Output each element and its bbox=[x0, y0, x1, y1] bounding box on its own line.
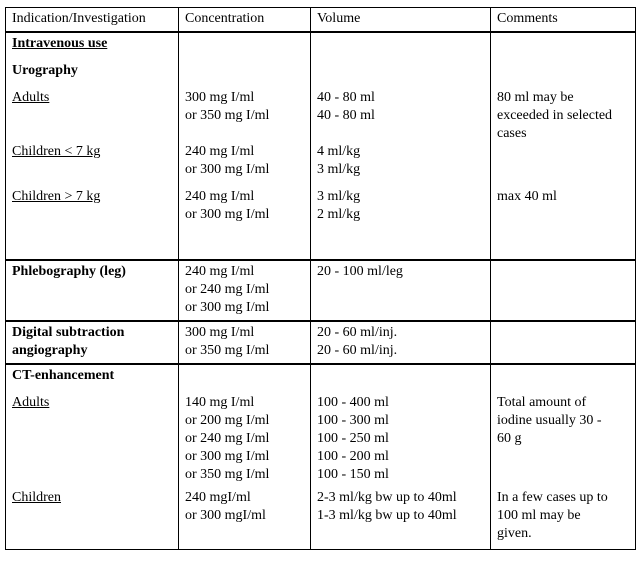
phlebography-conc-3: or 300 mg I/ml bbox=[185, 300, 270, 315]
phlebography-label: Phlebography (leg) bbox=[6, 260, 179, 321]
cell-ct-adults-volume bbox=[311, 364, 491, 487]
ct-adults-conc-1: 140 mg I/ml bbox=[185, 395, 255, 410]
ct-adults-label: Adults bbox=[12, 395, 50, 410]
urography-children-lt7-label: Children < 7 kg bbox=[12, 144, 101, 159]
cell-ct-children-concentration bbox=[179, 487, 311, 549]
urography-children-lt7-conc-1: 240 mg I/ml bbox=[185, 144, 255, 159]
dosage-document bbox=[5, 7, 636, 550]
dsa-label-2: angiography bbox=[12, 343, 88, 358]
dosage-table bbox=[5, 7, 636, 550]
phlebography-conc-2: or 240 mg I/ml bbox=[185, 282, 270, 297]
urography-children-gt7-vol-2: 2 ml/kg bbox=[317, 207, 361, 222]
ct-children-comment-2: 100 ml may be bbox=[497, 508, 581, 523]
header-volume: Volume bbox=[311, 8, 491, 33]
urography-adults-label: Adults bbox=[12, 90, 50, 105]
urography-children-gt7-conc-1: 240 mg I/ml bbox=[185, 189, 255, 204]
urography-children-lt7-vol-2: 3 ml/kg bbox=[317, 162, 361, 177]
phlebography-volume: 20 - 100 ml/leg bbox=[311, 260, 491, 321]
urography-adults-vol-2: 40 - 80 ml bbox=[317, 108, 375, 123]
urography-adults-comment-2: exceeded in selected bbox=[497, 108, 613, 123]
ct-children-conc-1: 240 mgI/ml bbox=[185, 490, 251, 505]
section-intravenous-use: Intravenous use bbox=[12, 36, 108, 51]
urography-adults-comment-1: 80 ml may be bbox=[497, 90, 574, 105]
ct-adults-vol-4: 100 - 200 ml bbox=[317, 449, 389, 464]
cell-ct-children-indication bbox=[6, 487, 179, 549]
ct-children-vol-2: 1-3 ml/kg bw up to 40ml bbox=[317, 508, 457, 523]
ct-children-label: Children bbox=[12, 490, 61, 505]
urography-adults-conc-1: 300 mg I/ml bbox=[185, 90, 255, 105]
header-comments: Comments bbox=[491, 8, 636, 33]
dsa-vol-1: 20 - 60 ml/inj. bbox=[317, 325, 398, 340]
ct-adults-vol-2: 100 - 300 ml bbox=[317, 413, 389, 428]
ct-adults-conc-4: or 300 mg I/ml bbox=[185, 449, 270, 464]
urography-adults-vol-1: 40 - 80 ml bbox=[317, 90, 375, 105]
phlebography-comments bbox=[491, 260, 636, 321]
cell-urography-volume bbox=[311, 32, 491, 260]
ct-adults-comment-1: Total amount of bbox=[497, 395, 587, 410]
ct-adults-conc-3: or 240 mg I/ml bbox=[185, 431, 270, 446]
ct-adults-vol-3: 100 - 250 ml bbox=[317, 431, 389, 446]
table-row-phlebography bbox=[6, 260, 636, 321]
header-concentration: Concentration bbox=[179, 8, 311, 33]
dsa-comments bbox=[491, 321, 636, 364]
ct-adults-vol-5: 100 - 150 ml bbox=[317, 467, 389, 482]
cell-ct-adults-indication bbox=[6, 364, 179, 487]
table-row-intravenous-urography bbox=[6, 32, 636, 260]
ct-adults-conc-5: or 350 mg I/ml bbox=[185, 467, 270, 482]
cell-ct-adults-comments bbox=[491, 364, 636, 487]
urography-children-lt7-vol-1: 4 ml/kg bbox=[317, 144, 361, 159]
table-row-ct-children bbox=[6, 487, 636, 549]
cell-urography-indication bbox=[6, 32, 179, 260]
dsa-conc-2: or 350 mg I/ml bbox=[185, 343, 270, 358]
urography-adults-conc-2: or 350 mg I/ml bbox=[185, 108, 270, 123]
phlebography-conc-1: 240 mg I/ml bbox=[185, 264, 255, 279]
urography-children-gt7-conc-2: or 300 mg I/ml bbox=[185, 207, 270, 222]
urography-adults-comment-3: cases bbox=[497, 126, 527, 141]
cell-ct-children-comments bbox=[491, 487, 636, 549]
dsa-vol-2: 20 - 60 ml/inj. bbox=[317, 343, 398, 358]
cell-ct-children-volume bbox=[311, 487, 491, 549]
cell-urography-concentration bbox=[179, 32, 311, 260]
urography-children-gt7-comment-1: max 40 ml bbox=[497, 189, 557, 204]
table-row-dsa bbox=[6, 321, 636, 364]
urography-children-gt7-vol-1: 3 ml/kg bbox=[317, 189, 361, 204]
cell-phlebography-concentration bbox=[179, 260, 311, 321]
dsa-conc-1: 300 mg I/ml bbox=[185, 325, 255, 340]
cell-urography-comments bbox=[491, 32, 636, 260]
header-indication: Indication/Investigation bbox=[6, 8, 179, 33]
urography-children-lt7-conc-2: or 300 mg I/ml bbox=[185, 162, 270, 177]
cell-ct-adults-concentration bbox=[179, 364, 311, 487]
ct-adults-conc-2: or 200 mg I/ml bbox=[185, 413, 270, 428]
ct-adults-comment-3: 60 g bbox=[497, 431, 522, 446]
ct-children-vol-1: 2-3 ml/kg bw up to 40ml bbox=[317, 490, 457, 505]
section-ct-enhancement: CT-enhancement bbox=[12, 368, 115, 383]
ct-children-comment-1: In a few cases up to bbox=[497, 490, 608, 505]
cell-dsa-label bbox=[6, 321, 179, 364]
ct-adults-vol-1: 100 - 400 ml bbox=[317, 395, 389, 410]
table-header-row bbox=[6, 8, 636, 33]
cell-dsa-volume bbox=[311, 321, 491, 364]
urography-children-gt7-label: Children > 7 kg bbox=[12, 189, 101, 204]
dsa-label-1: Digital subtraction bbox=[12, 325, 125, 340]
ct-children-comment-3: given. bbox=[497, 526, 532, 541]
section-urography: Urography bbox=[12, 63, 78, 78]
table-row-ct-adults bbox=[6, 364, 636, 487]
ct-children-conc-2: or 300 mgI/ml bbox=[185, 508, 266, 523]
cell-dsa-concentration bbox=[179, 321, 311, 364]
ct-adults-comment-2: iodine usually 30 - bbox=[497, 413, 602, 428]
